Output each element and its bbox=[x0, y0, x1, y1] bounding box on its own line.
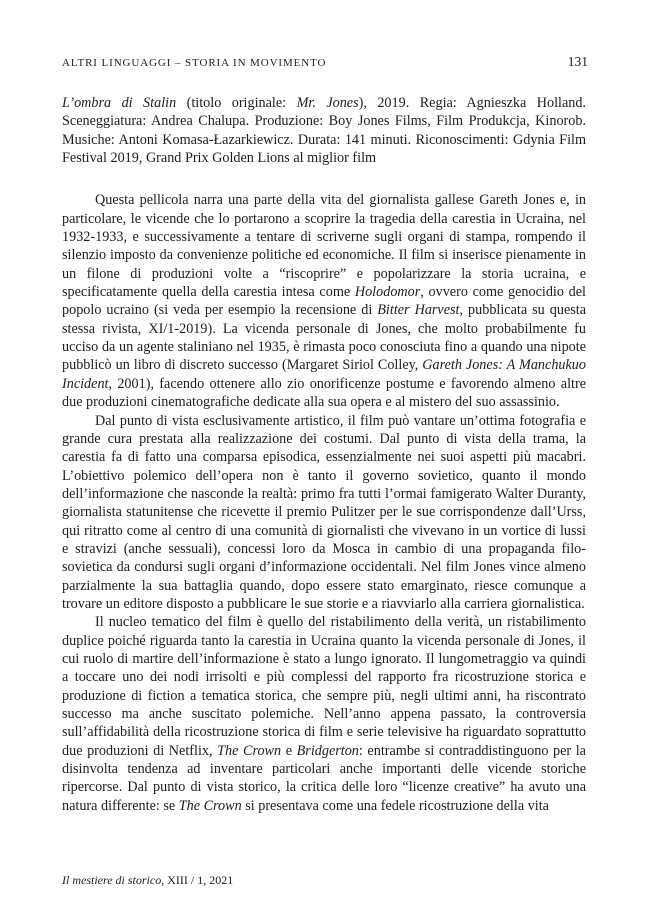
paragraph: Questa pellicola narra una parte della vita del giornalista gallese Gareth Jones e, in particolare, le vicende che lo portarono a scoprire la tragedia della carestia in Ucraina, nel 1932-1933, e successivamente a tentare di scriverne sugli organi di stampa, rompendo il silenzio imposto da convenienze politiche ed economiche. Il film si inserisce pienamente in un filone di produzioni volte a “riscoprire” e popolarizzare la storia ucraina, e specificatamente quella della carestia intesa come Holodomor, ovvero come genocidio del popolo ucraino (si veda per esempio la recensione di Bitter Harvest, pubblicata su questa stessa rivista, XI/1-2019). La vicenda personale di Jones, che molto probabilmente fu ucciso da un agente staliniano nel 1935, è rimasta poco conosciuta fino a quando una nipote pubblicò un libro di discreto successo (Margaret Siriol Colley, Gareth Jones: A Manchukuo Incident, 2001), facendo ottenere allo zio onorificenze postume e favorendo almeno altre due produzioni cinematografiche dedicate alla sua opera e al mistero del suo assassinio. bbox=[62, 192, 587, 411]
film-credits: L’ombra di Stalin (titolo originale: Mr. Jones), 2019. Regia: Agnieszka Holland. Sceneggiatura: Andrea Chalupa. Produzione: Boy Jones Films, Film Produkcja, Kinorob. Musiche: Antoni Komasa-Łazarkiewicz. Durata: 141 minuti. Riconoscimenti: Gdynia Film Festival 2019, Grand Prix Golden Lions al miglior film bbox=[62, 95, 586, 167]
paragraph: Il nucleo tematico del film è quello del ristabilimento della verità, un ristabilimento duplice poiché riguarda tanto la carestia in Ucraina quanto la vicenda personale di Jones, il cui ruolo di martire dell’informazione è stato a lungo ignorato. Il lungometraggio va quindi a toccare uno dei nodi irrisolti e più complessi del rapporto fra ricostruzione storica e produzione di fiction a tematica storica, che sempre più, negli ultimi anni, ha riscontrato successo ma anche suscitato polemiche. Nell’anno appena passato, la controversia sull’affidabilità della ricostruzione storica di film e serie televisive ha riguardato soprattutto due produzioni di Netflix, The Crown e Bridgerton: entrambe si contraddistinguono per la disinvolta tendenza ad inventare particolari anche importanti delle vicende storiche ripercorse. Dal punto di vista storico, la critica delle loro “licenze creative” ha avuto una natura differente: se The Crown si presentava come una fedele ricostruzione della vita bbox=[62, 614, 586, 814]
page-footer bbox=[62, 873, 233, 888]
article-body bbox=[62, 94, 586, 815]
film-title: L’ombra di Stalin bbox=[62, 95, 177, 111]
paragraph: Dal punto di vista esclusivamente artistico, il film può vantare un’ottima fotografia e grande cura prestata alla realizzazione dei costumi. Dal punto di vista della trama, la carestia fa di fatto una comparsa episodica, essenzialmente nei suoi aspetti più macabri. L’obiettivo polemico dell’opera non è tanto il governo sovietico, quanto il mondo dell’informazione che nasconde la realtà: primo fra tutti l’ormai famigerato Walter Duranty, giornalista statunitense che ricevette il premio Pulitzer per le sue corrispondenze dall’Urss, qui ritratto come al centro di una comunità di giornalisti che vivevano in un vortice di lussi e stravizi (anche sessuali), concessi loro da Mosca in cambio di una propaganda filo-sovietica da condursi sugli organi d’informazione occidentali. Nel film Jones vince almeno parzialmente la sua battaglia quando, dopo essere stato emarginato, riesce comunque a trovare un editore disposto a pubblicare le sue storie e a riavviarlo alla carriera giornalistica. bbox=[62, 412, 586, 612]
journal-title: Il mestiere di storico bbox=[62, 873, 162, 887]
page-number: 131 bbox=[567, 54, 588, 69]
original-title: Mr. Jones bbox=[296, 95, 359, 111]
issue-info: , XIII / 1, 2021 bbox=[161, 873, 234, 887]
page-header bbox=[62, 54, 588, 74]
running-title: ALTRI LINGUAGGI – STORIA IN MOVIMENTO bbox=[62, 57, 327, 69]
